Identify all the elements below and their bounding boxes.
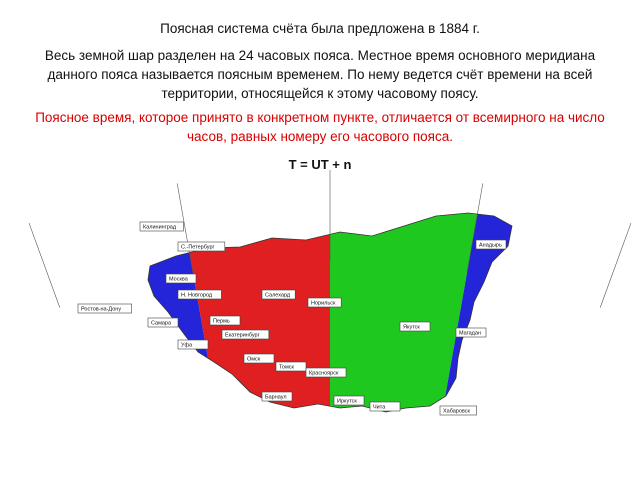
city-label xyxy=(166,274,196,283)
city-label xyxy=(306,368,346,377)
svg-text:Анадырь: Анадырь xyxy=(479,242,502,249)
city-label xyxy=(140,222,183,231)
city-label xyxy=(400,322,430,331)
utc-label: UTC+3 xyxy=(94,366,114,372)
svg-text:Томск: Томск xyxy=(279,364,294,371)
svg-text:Ростов-на-Дону: Ростов-на-Дону xyxy=(81,306,122,313)
slide-title: Поясная система счёта была предложена в 1884 г. xyxy=(160,21,480,36)
utc-label: UTC+7 xyxy=(330,442,350,448)
svg-text:Омск: Омск xyxy=(247,356,261,363)
city-label xyxy=(262,392,292,401)
city-label xyxy=(178,290,221,299)
city-label xyxy=(262,290,295,299)
zone-meridian-line xyxy=(600,223,631,308)
utc-label: UTC+4 xyxy=(150,388,170,394)
city-label xyxy=(276,362,306,371)
time-formula: T = UT + n xyxy=(288,157,352,172)
svg-text:Хабаровск: Хабаровск xyxy=(443,408,470,415)
time-zone-paragraph: Весь земной шар разделен на 24 часовых пояса. Местное время основного меридиана данного пояса называется поясным временем. По нему ведется счёт времени на всей территории, относящейся к этому часовому поясу. xyxy=(44,48,596,101)
utc-label: UTC+2 xyxy=(108,280,128,286)
city-label xyxy=(440,406,477,415)
svg-text:Норильск: Норильск xyxy=(311,300,336,307)
city-label xyxy=(456,328,486,337)
utc-label: UTC+8 xyxy=(386,436,406,442)
city-label xyxy=(244,354,274,363)
utc-label: UTC+12 xyxy=(516,270,539,276)
svg-text:Калининград: Калининград xyxy=(143,224,177,231)
city-label xyxy=(178,242,225,251)
utc-label: UTC+9 xyxy=(458,440,478,446)
city-label xyxy=(370,402,400,411)
city-label xyxy=(334,396,364,405)
svg-text:Москва: Москва xyxy=(169,276,188,283)
zone-time-definition: Поясное время, которое принято в конкретном пункте, отличается от всемирного на число часов, равных номеру его часового пояса. xyxy=(35,110,605,144)
utc-label: UTC+13 xyxy=(516,216,539,222)
utc-label: UTC+1 xyxy=(88,234,108,240)
svg-text:Салехард: Салехард xyxy=(265,292,291,299)
city-label xyxy=(148,318,178,327)
svg-text:Н. Новгород: Н. Новгород xyxy=(181,292,213,299)
city-label xyxy=(210,316,240,325)
svg-text:Барнаул: Барнаул xyxy=(265,394,287,401)
utc-label: UTC+10 xyxy=(500,408,523,414)
utc-label: UTC+5 xyxy=(220,408,240,414)
utc-label: UTC+11 xyxy=(516,338,539,344)
svg-text:Красноярск: Красноярск xyxy=(309,370,339,377)
city-label xyxy=(222,330,269,339)
svg-text:Магадан: Магадан xyxy=(459,330,481,337)
svg-text:Екатеринбург: Екатеринбург xyxy=(225,332,260,339)
utc-label: UTC+6 xyxy=(270,434,290,440)
city-label xyxy=(308,298,341,307)
svg-text:Пермь: Пермь xyxy=(213,318,230,325)
zone-meridian-line xyxy=(29,223,60,308)
city-label xyxy=(78,304,132,313)
svg-text:Чита: Чита xyxy=(373,404,386,411)
svg-text:С.-Петербург: С.-Петербург xyxy=(181,244,215,251)
svg-text:Уфа: Уфа xyxy=(181,342,193,349)
svg-text:Якутск: Якутск xyxy=(403,324,420,331)
city-label xyxy=(178,340,208,349)
svg-text:Иркутск: Иркутск xyxy=(337,398,357,405)
svg-text:Самара: Самара xyxy=(151,320,172,327)
city-label xyxy=(476,240,506,249)
